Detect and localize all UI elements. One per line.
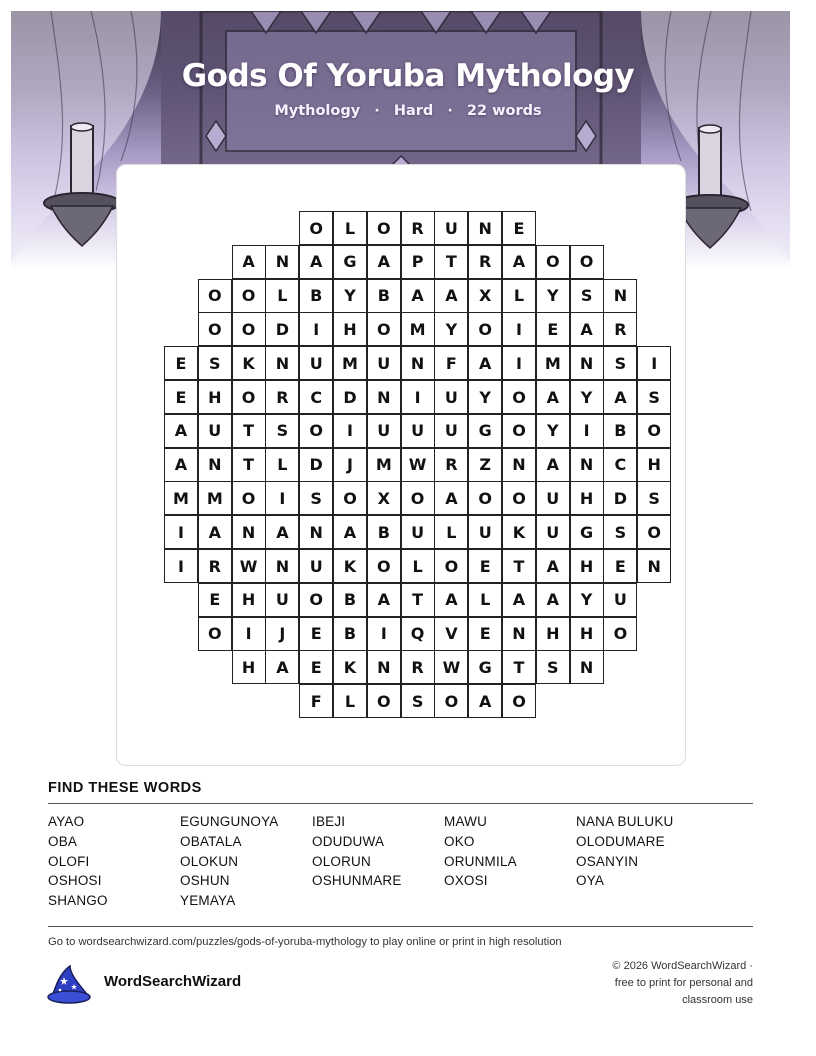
- word-list-item: OYA: [576, 873, 605, 889]
- divider: [48, 803, 753, 804]
- grid-cell[interactable]: H: [333, 312, 367, 346]
- grid-cell[interactable]: G: [468, 650, 502, 684]
- word-list-item: OSHUN: [180, 873, 230, 889]
- grid-cell[interactable]: X: [367, 481, 401, 515]
- grid-cell[interactable]: M: [164, 481, 198, 515]
- grid-cell[interactable]: I: [265, 481, 299, 515]
- grid-cell[interactable]: I: [570, 414, 604, 448]
- grid-cell[interactable]: Y: [468, 380, 502, 414]
- grid-cell[interactable]: C: [299, 380, 333, 414]
- grid-cell[interactable]: C: [603, 448, 637, 482]
- grid-cell[interactable]: L: [502, 279, 536, 313]
- grid-cell[interactable]: U: [367, 414, 401, 448]
- grid-cell[interactable]: N: [603, 279, 637, 313]
- grid-cell[interactable]: R: [434, 448, 468, 482]
- grid-cell[interactable]: L: [265, 279, 299, 313]
- grid-cell[interactable]: J: [333, 448, 367, 482]
- grid-cell[interactable]: K: [333, 549, 367, 583]
- grid-cell[interactable]: R: [401, 650, 435, 684]
- grid-cell[interactable]: S: [198, 346, 232, 380]
- grid-cell[interactable]: V: [434, 617, 468, 651]
- word-list-item: MAWU: [444, 814, 488, 829]
- grid-cell[interactable]: I: [299, 312, 333, 346]
- category-label: Mythology: [274, 103, 361, 119]
- word-list-item: OBA: [48, 833, 78, 849]
- grid-cell[interactable]: U: [434, 211, 468, 245]
- grid-cell[interactable]: D: [333, 380, 367, 414]
- grid-cell[interactable]: U: [299, 346, 333, 380]
- grid-cell[interactable]: W: [434, 650, 468, 684]
- divider: [48, 926, 753, 927]
- grid-cell[interactable]: E: [299, 617, 333, 651]
- grid-cell[interactable]: W: [401, 448, 435, 482]
- grid-cell[interactable]: E: [502, 211, 536, 245]
- grid-cell[interactable]: N: [570, 650, 604, 684]
- grid-cell[interactable]: R: [468, 245, 502, 279]
- grid-cell[interactable]: J: [265, 617, 299, 651]
- grid-cell[interactable]: U: [468, 515, 502, 549]
- puzzle-meta: [0, 103, 816, 119]
- grid-cell[interactable]: O: [367, 312, 401, 346]
- grid-cell[interactable]: S: [637, 380, 671, 414]
- grid-cell[interactable]: A: [434, 481, 468, 515]
- grid-cell[interactable]: H: [536, 617, 570, 651]
- grid-cell[interactable]: I: [164, 549, 198, 583]
- grid-cell[interactable]: O: [434, 549, 468, 583]
- grid-cell[interactable]: X: [468, 279, 502, 313]
- grid-cell[interactable]: A: [536, 583, 570, 617]
- grid-cell[interactable]: A: [164, 414, 198, 448]
- grid-cell[interactable]: N: [265, 549, 299, 583]
- grid-cell[interactable]: A: [468, 346, 502, 380]
- grid-cell[interactable]: E: [603, 549, 637, 583]
- grid-cell[interactable]: N: [502, 617, 536, 651]
- grid-cell[interactable]: U: [367, 346, 401, 380]
- word-list-item: OXOSI: [444, 873, 488, 889]
- footer-link[interactable]: Go to wordsearchwizard.com/puzzles/gods-of-yoruba-mythology to play online or print in high resolution: [48, 936, 562, 948]
- grid-cell[interactable]: O: [468, 312, 502, 346]
- grid-cell[interactable]: N: [265, 245, 299, 279]
- word-list-heading: FIND THESE WORDS: [48, 780, 202, 796]
- grid-cell[interactable]: O: [502, 481, 536, 515]
- grid-cell[interactable]: A: [367, 245, 401, 279]
- grid-cell[interactable]: N: [198, 448, 232, 482]
- copyright-line: free to print for personal and: [614, 977, 753, 989]
- grid-cell[interactable]: G: [570, 515, 604, 549]
- grid-cell[interactable]: U: [603, 583, 637, 617]
- grid-cell[interactable]: E: [164, 380, 198, 414]
- grid-cell[interactable]: O: [232, 279, 266, 313]
- grid-cell[interactable]: Y: [536, 414, 570, 448]
- grid-cell[interactable]: H: [637, 448, 671, 482]
- grid-cell[interactable]: A: [502, 245, 536, 279]
- word-list-item: OLOFI: [48, 853, 90, 869]
- grid-cell[interactable]: N: [232, 515, 266, 549]
- grid-cell[interactable]: H: [232, 650, 266, 684]
- grid-cell[interactable]: O: [198, 312, 232, 346]
- grid-cell[interactable]: U: [265, 583, 299, 617]
- grid-cell[interactable]: G: [468, 414, 502, 448]
- grid-cell[interactable]: I: [401, 380, 435, 414]
- grid-cell[interactable]: O: [299, 583, 333, 617]
- grid-cell[interactable]: A: [434, 583, 468, 617]
- grid-cell[interactable]: A: [198, 515, 232, 549]
- grid-cell[interactable]: P: [401, 245, 435, 279]
- grid-cell[interactable]: E: [164, 346, 198, 380]
- grid-cell[interactable]: A: [434, 279, 468, 313]
- grid-cell[interactable]: T: [434, 245, 468, 279]
- grid-cell[interactable]: S: [603, 515, 637, 549]
- grid-cell[interactable]: U: [434, 380, 468, 414]
- grid-cell[interactable]: N: [299, 515, 333, 549]
- grid-cell[interactable]: A: [536, 448, 570, 482]
- grid-cell[interactable]: S: [401, 684, 435, 718]
- grid-cell[interactable]: T: [401, 583, 435, 617]
- brand-name[interactable]: WordSearchWizard: [104, 973, 242, 990]
- grid-cell[interactable]: M: [401, 312, 435, 346]
- grid-cell[interactable]: W: [232, 549, 266, 583]
- word-list-item: OSANYIN: [576, 853, 639, 869]
- grid-cell[interactable]: M: [198, 481, 232, 515]
- grid-cell[interactable]: S: [570, 279, 604, 313]
- grid-cell[interactable]: H: [570, 617, 604, 651]
- word-list-item: OLODUMARE: [576, 833, 665, 849]
- grid-cell[interactable]: A: [265, 650, 299, 684]
- grid-cell[interactable]: O: [232, 380, 266, 414]
- grid-cell[interactable]: Y: [570, 583, 604, 617]
- grid-cell[interactable]: I: [164, 515, 198, 549]
- grid-cell[interactable]: M: [333, 346, 367, 380]
- grid-cell[interactable]: K: [502, 515, 536, 549]
- grid-cell[interactable]: U: [536, 515, 570, 549]
- grid-cell[interactable]: O: [232, 481, 266, 515]
- grid-cell[interactable]: O: [468, 481, 502, 515]
- grid-cell[interactable]: A: [299, 245, 333, 279]
- grid-cell[interactable]: N: [502, 448, 536, 482]
- grid-cell[interactable]: N: [265, 346, 299, 380]
- grid-cell[interactable]: O: [232, 312, 266, 346]
- grid-cell[interactable]: A: [333, 515, 367, 549]
- grid-cell[interactable]: A: [265, 515, 299, 549]
- word-list-item: OSHOSI: [48, 873, 102, 889]
- grid-cell[interactable]: L: [333, 211, 367, 245]
- word-list-item: SHANGO: [48, 893, 108, 909]
- copyright-notice: [573, 958, 753, 1009]
- grid-cell[interactable]: Q: [401, 617, 435, 651]
- grid-cell[interactable]: Y: [570, 380, 604, 414]
- grid-cell[interactable]: N: [367, 380, 401, 414]
- grid-cell[interactable]: O: [198, 279, 232, 313]
- grid-cell[interactable]: U: [401, 515, 435, 549]
- grid-cell[interactable]: T: [232, 414, 266, 448]
- grid-cell[interactable]: R: [198, 549, 232, 583]
- grid-cell[interactable]: B: [299, 279, 333, 313]
- grid-cell[interactable]: H: [570, 481, 604, 515]
- grid-cell[interactable]: A: [502, 583, 536, 617]
- grid-cell[interactable]: B: [367, 279, 401, 313]
- grid-cell[interactable]: K: [232, 346, 266, 380]
- grid-cell[interactable]: E: [198, 583, 232, 617]
- meta-separator: ·: [374, 103, 380, 119]
- word-list-item: EGUNGUNOYA: [180, 814, 279, 829]
- grid-cell[interactable]: O: [603, 617, 637, 651]
- grid-cell[interactable]: Y: [434, 312, 468, 346]
- word-list-item: OLORUN: [312, 853, 371, 869]
- grid-cell[interactable]: B: [333, 583, 367, 617]
- grid-cell[interactable]: B: [333, 617, 367, 651]
- grid-cell[interactable]: R: [603, 312, 637, 346]
- grid-cell[interactable]: I: [232, 617, 266, 651]
- grid-cell[interactable]: A: [367, 583, 401, 617]
- grid-cell[interactable]: O: [502, 684, 536, 718]
- grid-cell[interactable]: T: [232, 448, 266, 482]
- grid-cell[interactable]: O: [299, 211, 333, 245]
- grid-cell[interactable]: L: [265, 448, 299, 482]
- grid-cell[interactable]: I: [367, 617, 401, 651]
- word-list-item: ORUNMILA: [444, 853, 517, 869]
- grid-cell[interactable]: E: [299, 650, 333, 684]
- grid-cell[interactable]: T: [502, 650, 536, 684]
- grid-cell[interactable]: L: [333, 684, 367, 718]
- grid-cell[interactable]: S: [299, 481, 333, 515]
- word-list-item: YEMAYA: [180, 893, 236, 909]
- grid-cell[interactable]: K: [333, 650, 367, 684]
- grid-cell[interactable]: R: [401, 211, 435, 245]
- grid-cell[interactable]: U: [299, 549, 333, 583]
- grid-cell[interactable]: I: [637, 346, 671, 380]
- grid-cell[interactable]: O: [434, 684, 468, 718]
- grid-cell[interactable]: A: [468, 684, 502, 718]
- grid-cell[interactable]: A: [603, 380, 637, 414]
- grid-cell[interactable]: I: [333, 414, 367, 448]
- grid-cell[interactable]: A: [536, 380, 570, 414]
- grid-cell[interactable]: E: [536, 312, 570, 346]
- grid-cell[interactable]: S: [265, 414, 299, 448]
- word-list-item: OSHUNMARE: [312, 873, 402, 889]
- grid-cell[interactable]: Y: [536, 279, 570, 313]
- grid-cell[interactable]: R: [265, 380, 299, 414]
- grid-cell[interactable]: E: [468, 617, 502, 651]
- grid-cell[interactable]: H: [232, 583, 266, 617]
- meta-separator: ·: [447, 103, 453, 119]
- grid-cell[interactable]: N: [570, 448, 604, 482]
- grid-cell[interactable]: S: [603, 346, 637, 380]
- grid-cell[interactable]: B: [603, 414, 637, 448]
- grid-cell[interactable]: U: [434, 414, 468, 448]
- grid-cell[interactable]: M: [536, 346, 570, 380]
- word-list-item: OLOKUN: [180, 853, 239, 869]
- grid-cell[interactable]: D: [265, 312, 299, 346]
- difficulty-label: Hard: [393, 103, 434, 119]
- grid-cell[interactable]: U: [536, 481, 570, 515]
- grid-cell[interactable]: O: [570, 245, 604, 279]
- grid-cell[interactable]: A: [164, 448, 198, 482]
- grid-cell[interactable]: O: [637, 515, 671, 549]
- grid-cell[interactable]: I: [502, 346, 536, 380]
- grid-cell[interactable]: O: [502, 380, 536, 414]
- grid-cell[interactable]: S: [536, 650, 570, 684]
- puzzle-title: Gods Of Yoruba Mythology: [181, 58, 635, 94]
- word-list-item: AYAO: [48, 814, 85, 829]
- grid-cell[interactable]: N: [468, 211, 502, 245]
- word-list-item: NANA BULUKU: [576, 814, 674, 829]
- grid-cell[interactable]: L: [468, 583, 502, 617]
- grid-cell[interactable]: N: [637, 549, 671, 583]
- grid-cell[interactable]: M: [367, 448, 401, 482]
- grid-cell[interactable]: F: [434, 346, 468, 380]
- grid-cell[interactable]: F: [299, 684, 333, 718]
- grid-cell[interactable]: E: [468, 549, 502, 583]
- grid-cell[interactable]: Z: [468, 448, 502, 482]
- grid-cell[interactable]: D: [299, 448, 333, 482]
- grid-cell[interactable]: B: [367, 515, 401, 549]
- grid-cell[interactable]: I: [502, 312, 536, 346]
- grid-cell[interactable]: O: [401, 481, 435, 515]
- grid-cell[interactable]: T: [502, 549, 536, 583]
- word-list-item: OBATALA: [180, 833, 242, 849]
- grid-cell[interactable]: O: [333, 481, 367, 515]
- grid-cell[interactable]: O: [637, 414, 671, 448]
- grid-cell[interactable]: A: [536, 549, 570, 583]
- grid-cell[interactable]: S: [637, 481, 671, 515]
- wizard-hat-icon: [46, 963, 92, 1005]
- copyright-line: © 2026 WordSearchWizard ·: [612, 960, 753, 972]
- grid-cell[interactable]: A: [232, 245, 266, 279]
- grid-cell[interactable]: O: [502, 414, 536, 448]
- word-list-item: ODUDUWA: [312, 833, 385, 849]
- grid-cell[interactable]: L: [434, 515, 468, 549]
- copyright-line: classroom use: [682, 994, 753, 1006]
- grid-cell[interactable]: D: [603, 481, 637, 515]
- word-list-item: OKO: [444, 833, 475, 849]
- grid-cell[interactable]: G: [333, 245, 367, 279]
- grid-cell[interactable]: O: [198, 617, 232, 651]
- grid-cell[interactable]: U: [198, 414, 232, 448]
- grid-cell[interactable]: A: [401, 279, 435, 313]
- grid-cell[interactable]: O: [299, 414, 333, 448]
- word-count-label: 22 words: [466, 103, 542, 119]
- grid-cell[interactable]: A: [570, 312, 604, 346]
- grid-cell[interactable]: O: [536, 245, 570, 279]
- grid-cell[interactable]: Y: [333, 279, 367, 313]
- word-list-item: IBEJI: [312, 814, 346, 829]
- grid-cell[interactable]: H: [570, 549, 604, 583]
- grid-cell[interactable]: U: [401, 414, 435, 448]
- grid-cell[interactable]: O: [367, 684, 401, 718]
- grid-cell[interactable]: O: [367, 211, 401, 245]
- grid-cell[interactable]: L: [401, 549, 435, 583]
- grid-cell[interactable]: N: [401, 346, 435, 380]
- grid-cell[interactable]: H: [198, 380, 232, 414]
- grid-cell[interactable]: N: [570, 346, 604, 380]
- grid-cell[interactable]: O: [367, 549, 401, 583]
- grid-cell[interactable]: N: [367, 650, 401, 684]
